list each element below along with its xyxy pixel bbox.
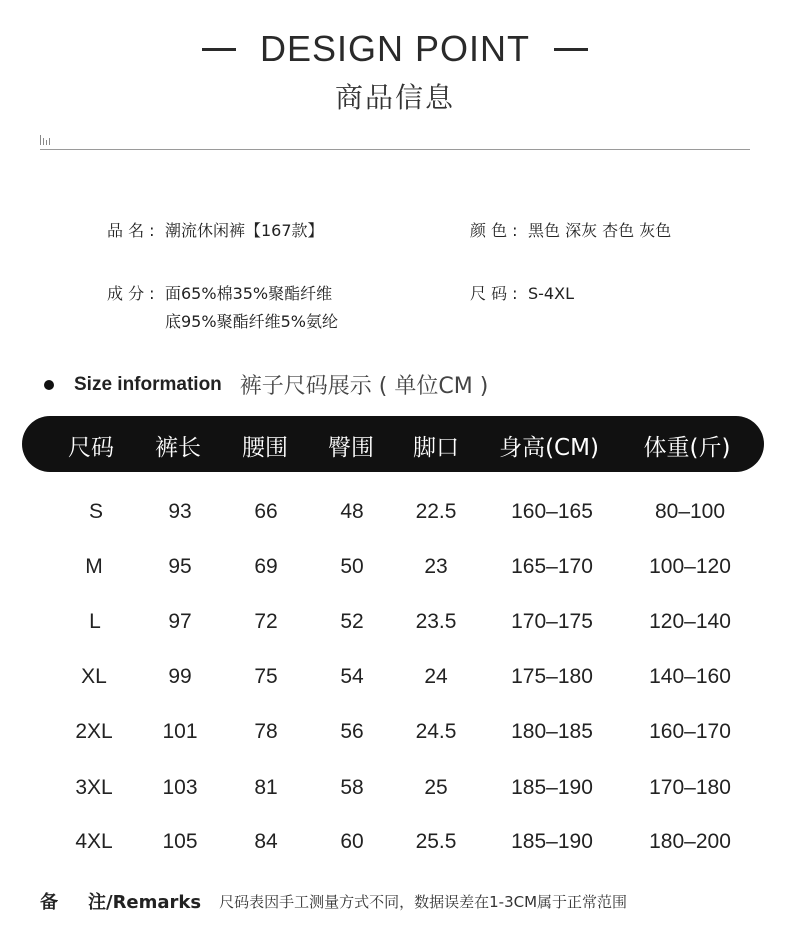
composition-line2: 底95%聚酯纤维5%氨纶	[165, 312, 338, 331]
header-waist: 腰围	[242, 435, 288, 461]
cell-size: M	[85, 555, 103, 578]
header-size: 尺码	[68, 435, 114, 461]
cell-leg-opening: 24	[424, 665, 448, 688]
cell-size: XL	[81, 665, 107, 688]
bullet-dot-icon	[44, 380, 54, 390]
remarks-text: 尺码表因手工测量方式不同，数据误差在1-3CM属于正常范围	[219, 892, 628, 911]
color-label: 颜 色 :	[470, 221, 518, 240]
rule-mark	[40, 135, 50, 145]
table-row	[0, 720, 790, 750]
table-row	[0, 500, 790, 530]
cell-leg-opening: 23	[424, 555, 448, 578]
product-colors	[470, 218, 671, 244]
product-info-title: 商品信息	[334, 81, 455, 114]
cell-size: S	[88, 500, 104, 523]
cell-hip: 50	[340, 555, 364, 578]
cell-hip: 48	[340, 500, 364, 523]
cell-leg-opening: 25	[424, 776, 448, 799]
cell-length: 97	[168, 610, 192, 633]
name-value: 潮流休闲裤【167款】	[165, 221, 324, 240]
cell-waist: 84	[254, 830, 278, 853]
cell-weight: 80–100	[654, 500, 726, 523]
cell-waist: 81	[254, 776, 278, 799]
cell-weight: 170–180	[649, 776, 731, 799]
left-dash	[202, 48, 236, 51]
cell-length: 99	[168, 665, 192, 688]
cell-height: 185–190	[511, 830, 593, 853]
header	[0, 28, 790, 116]
size-value: S-4XL	[528, 284, 574, 303]
cell-length: 95	[168, 555, 192, 578]
header-height: 身高(CM)	[499, 435, 599, 461]
cell-size: L	[89, 610, 101, 633]
cell-hip: 54	[340, 665, 364, 688]
cell-weight: 140–160	[649, 665, 731, 688]
cell-waist: 78	[254, 720, 278, 743]
cell-leg-opening: 24.5	[415, 720, 457, 743]
design-point-title	[0, 28, 790, 70]
name-label: 品 名 :	[107, 221, 155, 240]
cell-size: 2XL	[75, 720, 113, 743]
size-information-en: Size information	[74, 373, 222, 395]
cell-size: 4XL	[75, 830, 113, 853]
cell-length: 103	[162, 776, 198, 799]
cell-weight: 180–200	[649, 830, 731, 853]
size-table-header	[22, 416, 764, 472]
table-row	[0, 555, 790, 585]
cell-length: 105	[162, 830, 198, 853]
composition-line1: 面65%棉35%聚酯纤维	[165, 284, 333, 303]
cell-hip: 52	[340, 610, 364, 633]
cell-height: 180–185	[511, 720, 593, 743]
table-row	[0, 776, 790, 806]
cell-length: 93	[168, 500, 192, 523]
size-information-heading	[44, 369, 488, 400]
cell-leg-opening: 23.5	[415, 610, 457, 633]
size-label: 尺 码 :	[470, 284, 518, 303]
cell-length: 101	[162, 720, 198, 743]
header-hip: 臀围	[328, 435, 374, 461]
size-information-cn: 裤子尺码展示 ( 单位CM )	[239, 374, 489, 399]
remarks-label-b: 注/Remarks	[88, 892, 202, 913]
cell-height: 165–170	[511, 555, 593, 578]
cell-height: 160–165	[511, 500, 593, 523]
cell-height: 175–180	[511, 665, 593, 688]
cell-waist: 69	[254, 555, 278, 578]
color-value: 黑色 深灰 杏色 灰色	[528, 221, 672, 240]
cell-height: 170–175	[511, 610, 593, 633]
cell-waist: 66	[254, 500, 278, 523]
cell-weight: 160–170	[649, 720, 731, 743]
cell-hip: 56	[340, 720, 364, 743]
cell-size: 3XL	[75, 776, 113, 799]
divider-line	[40, 149, 750, 150]
product-size-range	[470, 281, 574, 307]
product-composition	[107, 281, 338, 335]
header-length: 裤长	[155, 435, 201, 461]
cell-waist: 72	[254, 610, 278, 633]
right-dash	[554, 48, 588, 51]
table-row	[0, 830, 790, 860]
remarks	[40, 888, 627, 914]
remarks-label-a: 备	[40, 892, 58, 913]
cell-weight: 100–120	[649, 555, 731, 578]
header-weight: 体重(斤)	[643, 435, 731, 461]
cell-height: 185–190	[511, 776, 593, 799]
product-name	[107, 218, 324, 244]
cell-weight: 120–140	[649, 610, 731, 633]
cell-hip: 58	[340, 776, 364, 799]
cell-leg-opening: 22.5	[415, 500, 457, 523]
title-en-text: DESIGN POINT	[259, 28, 531, 69]
cell-hip: 60	[340, 830, 364, 853]
composition-label: 成 分 :	[107, 284, 155, 303]
table-row	[0, 665, 790, 695]
cell-waist: 75	[254, 665, 278, 688]
table-row	[0, 610, 790, 640]
header-leg-opening: 脚口	[413, 435, 459, 461]
cell-leg-opening: 25.5	[415, 830, 457, 853]
